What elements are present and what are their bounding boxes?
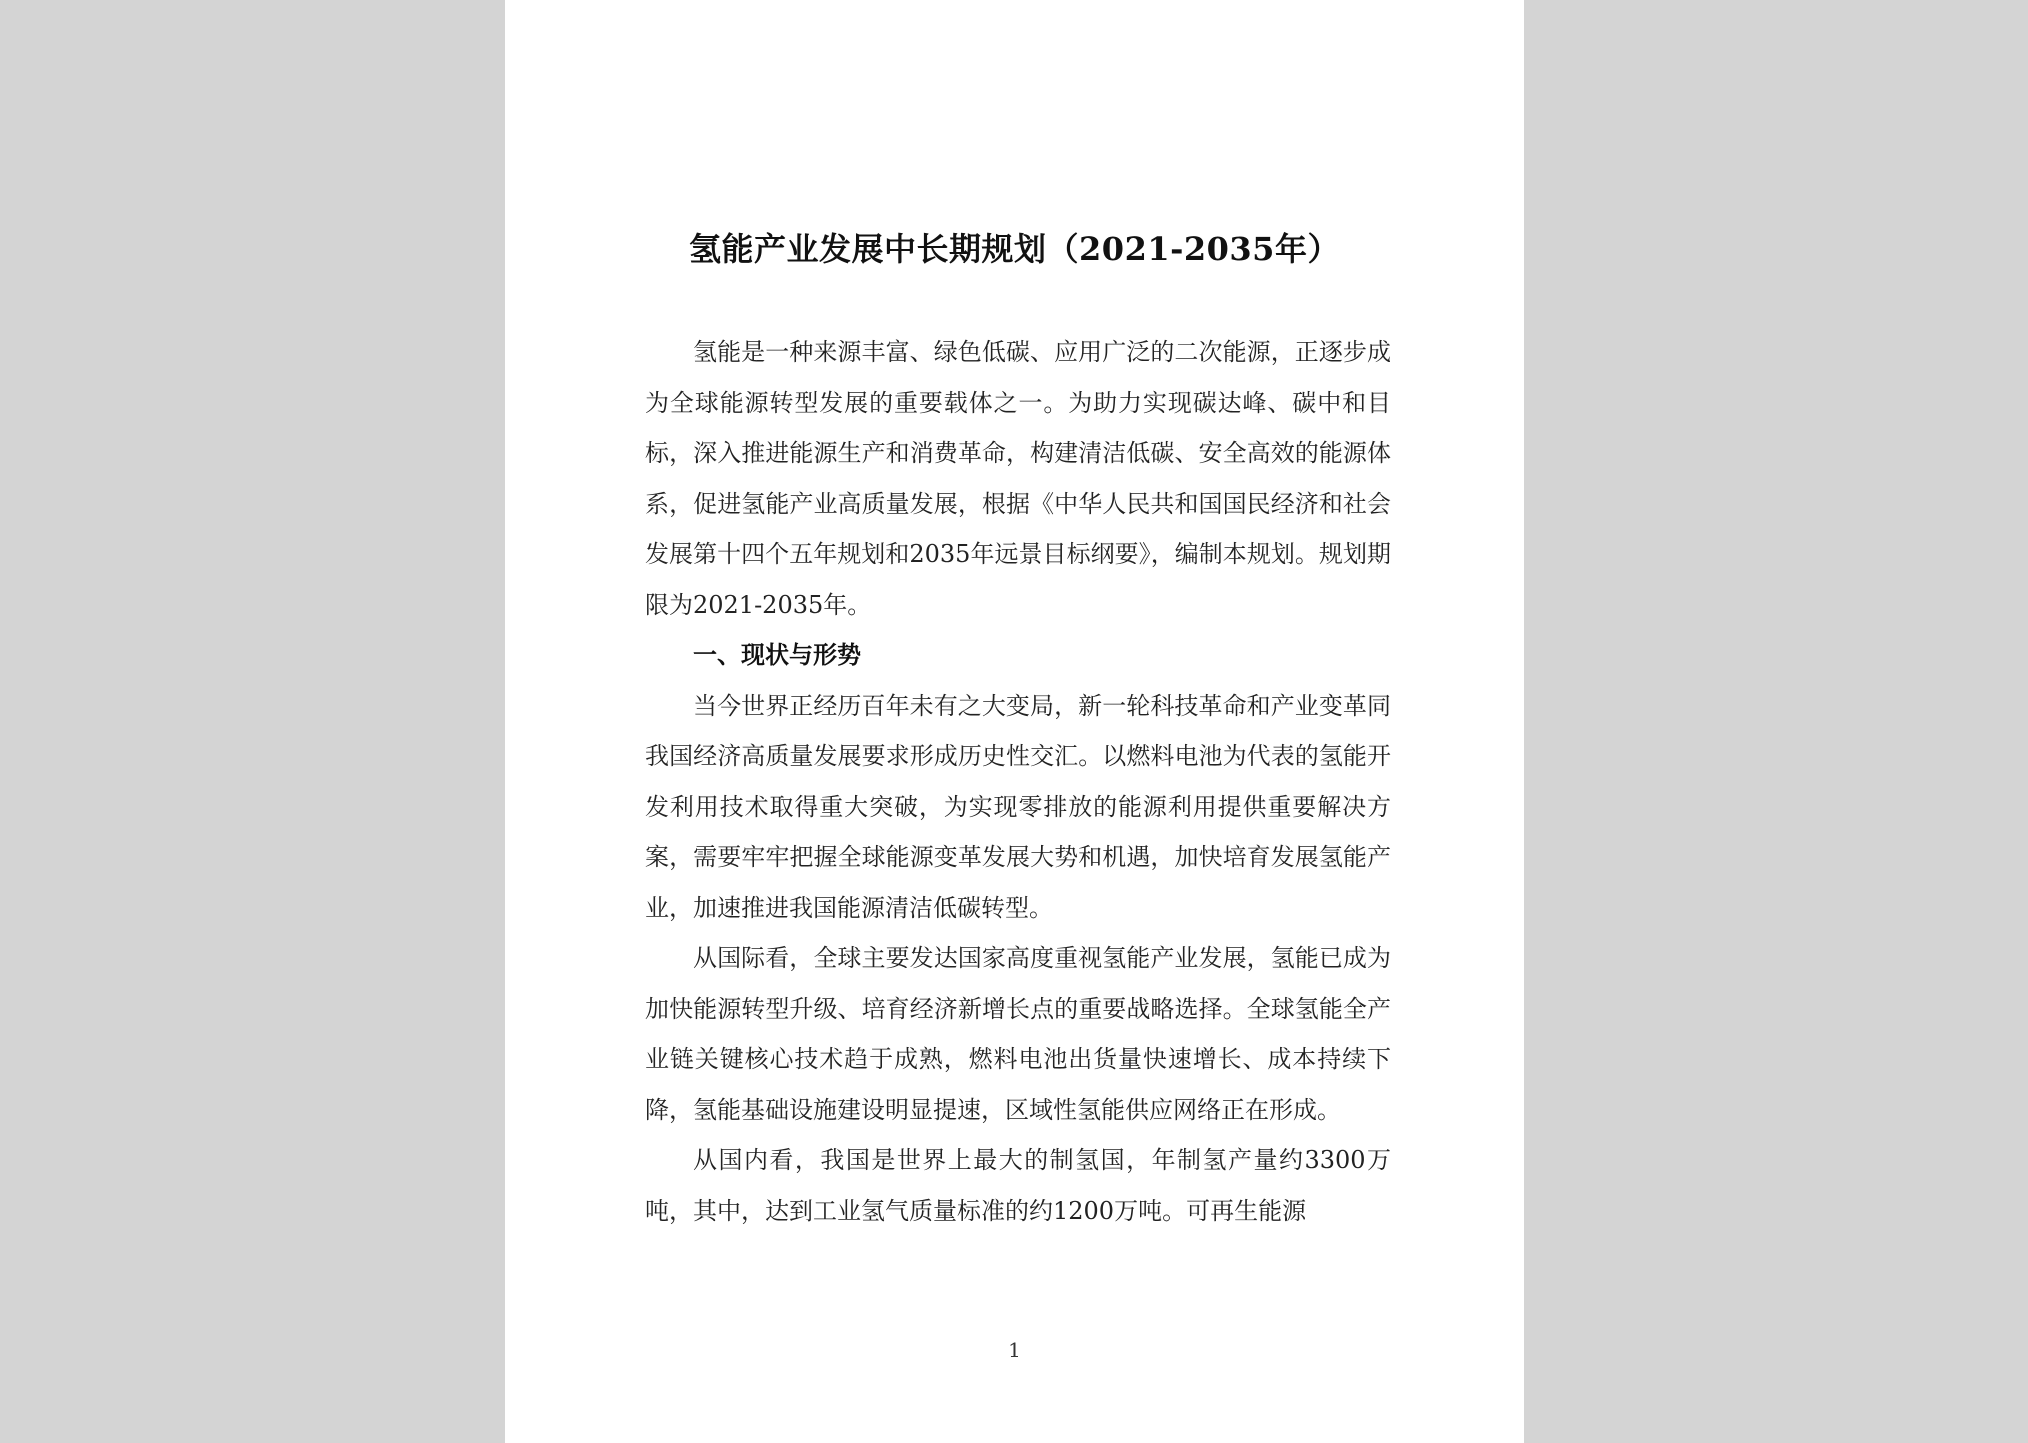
section-paragraph-2: 从国际看，全球主要发达国家高度重视氢能产业发展，氢能已成为加快能源转型升级、培育经济新增长点的重要战略选择。全球氢能全产业链关键核心技术趋于成熟，燃料电池出货量快速增长、成本持续下降，氢能基础设施建设明显提速，区域性氢能供应网络正在形成。	[645, 944, 1391, 1124]
document-page	[505, 0, 1524, 1443]
section-paragraph-3: 从国内看，我国是世界上最大的制氢国，年制氢产量约3300万吨，其中，达到工业氢气质量标准的约1200万吨。可再生能源	[645, 1146, 1391, 1225]
section-heading: 一、现状与形势	[693, 640, 861, 669]
document-title: 氢能产业发展中长期规划（2021-2035年）	[689, 230, 1340, 268]
section-paragraph-1: 当今世界正经历百年未有之大变局，新一轮科技革命和产业变革同我国经济高质量发展要求形成历史性交汇。以燃料电池为代表的氢能开发利用技术取得重大突破，为实现零排放的能源利用提供重要解决方案，需要牢牢把握全球能源变革发展大势和机遇，加快培育发展氢能产业，加速推进我国能源清洁低碳转型。	[645, 691, 1391, 922]
document-body	[645, 327, 1391, 1236]
intro-paragraph: 氢能是一种来源丰富、绿色低碳、应用广泛的二次能源，正逐步成为全球能源转型发展的重要载体之一。为助力实现碳达峰、碳中和目标，深入推进能源生产和消费革命，构建清洁低碳、安全高效的能源体系，促进氢能产业高质量发展，根据《中华人民共和国国民经济和社会发展第十四个五年规划和2035年远景目标纲要》，编制本规划。规划期限为2021-2035年。	[645, 338, 1391, 619]
page-number: 1	[1008, 1338, 1021, 1362]
